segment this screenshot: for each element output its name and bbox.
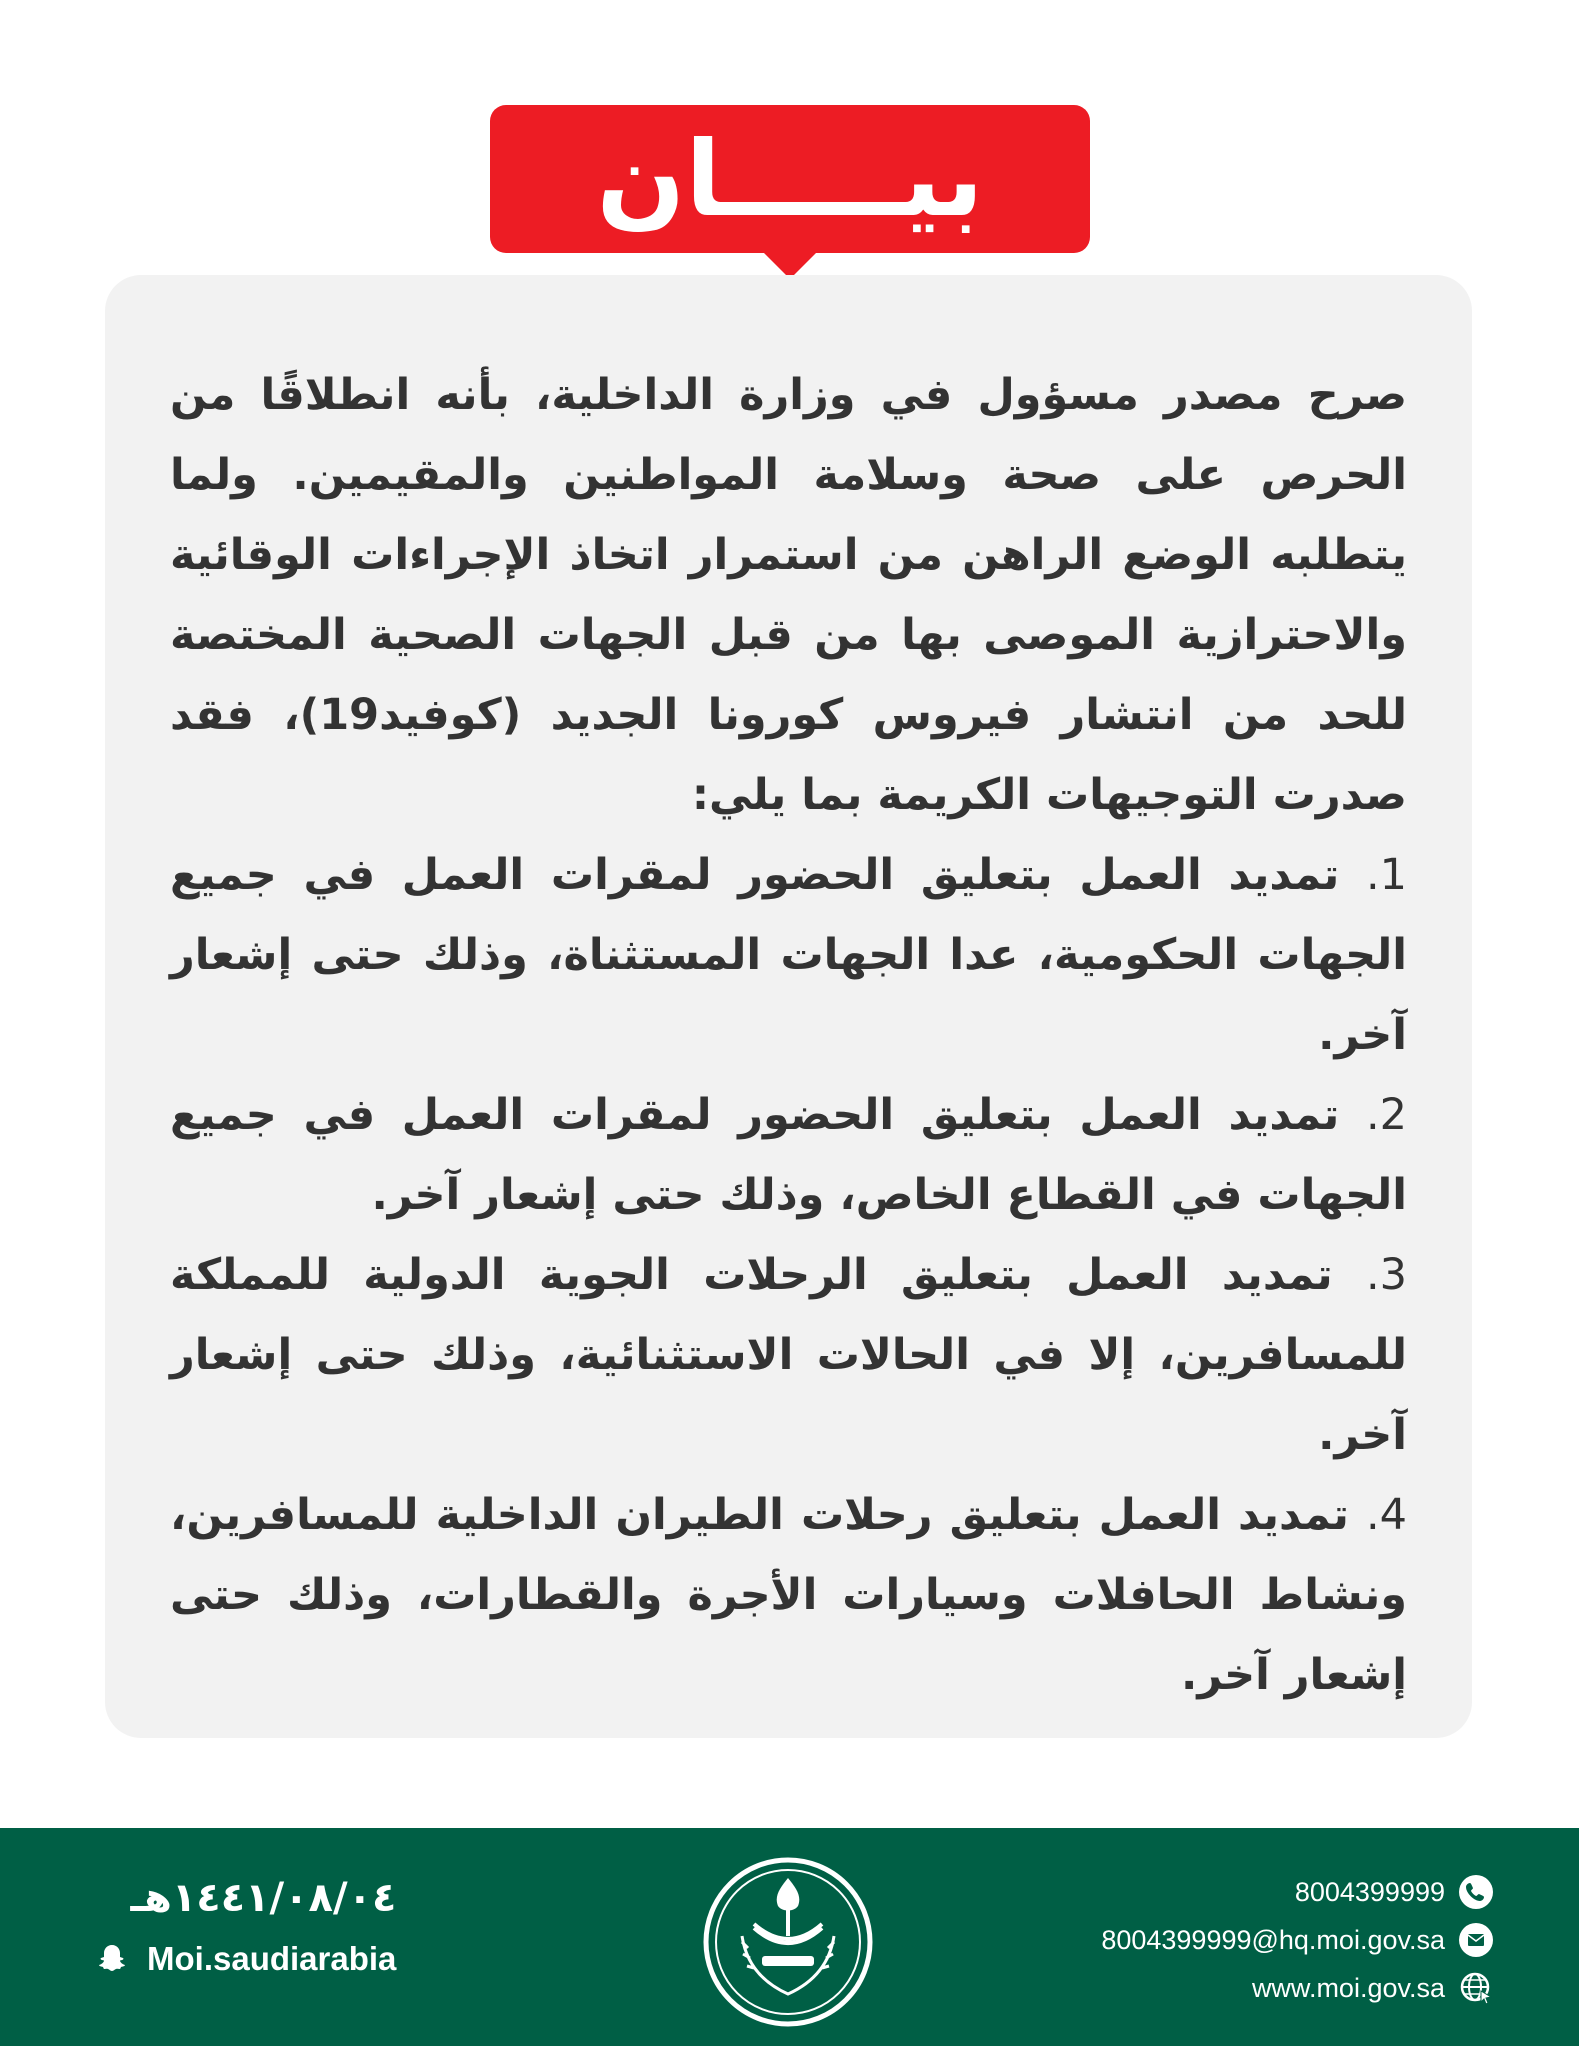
statement-item-2 [170,1075,1407,1235]
website-row[interactable] [973,1964,1493,2012]
phone-row[interactable] [973,1868,1493,1916]
footer-left [95,1868,396,1978]
item-number: 1. [1365,850,1407,900]
social-handle[interactable]: Moi.saudiarabia [147,1940,397,1977]
social-row[interactable] [95,1940,396,1978]
snapchat-icon [95,1942,129,1976]
phone-number[interactable]: 8004399999 [1294,1876,1445,1907]
statement-intro: صرح مصدر مسؤول في وزارة الداخلية، بأنه انطلاقًا من الحرص على صحة وسلامة المواطنين والمقيمين. ولما يتطلبه الوضع الراهن من استمرار اتخاذ الإجراءات الوقائية والاحترازية الموصى بها من قبل الجهات الصحية المختصة للحد من انتشار فيروس كورونا الجديد (كوفيد19)، فقد صدرت التوجيهات الكريمة بما يلي: [170,370,1408,820]
item-text: تمديد العمل بتعليق الرحلات الجوية الدولية للمملكة للمسافرين، إلا في الحالات الاستثنائية، وذلك حتى إشعار آخر. [170,1250,1407,1460]
contact-block [973,1868,1493,2012]
item-text: تمديد العمل بتعليق رحلات الطيران الداخلية للمسافرين، ونشاط الحافلات وسيارات الأجرة والقطارات، وذلك حتى إشعار آخر. [170,1490,1407,1700]
statement-title-banner [490,105,1090,253]
item-number: 3. [1365,1250,1407,1300]
statement-item-4 [170,1475,1407,1715]
item-number: 2. [1365,1090,1407,1140]
statement-item-1 [170,835,1407,1075]
item-text: تمديد العمل بتعليق الحضور لمقرات العمل في جميع الجهات في القطاع الخاص، وذلك حتى إشعار آخر. [170,1090,1407,1220]
globe-icon [1459,1971,1493,2005]
website-url[interactable]: www.moi.gov.sa [1251,1972,1445,2003]
email-row[interactable] [973,1916,1493,1964]
ministry-emblem-icon [702,1856,874,2028]
statement-item-3 [170,1235,1407,1475]
phone-icon [1459,1875,1493,1909]
email-icon [1459,1923,1493,1957]
item-text: تمديد العمل بتعليق الحضور لمقرات العمل في جميع الجهات الحكومية، عدا الجهات المستثناة، وذلك حتى إشعار آخر. [170,850,1407,1060]
footer [0,1828,1579,2046]
email-address[interactable]: 8004399999@hq.moi.gov.sa [1101,1924,1445,1955]
statement-title: بيـــــان [596,118,984,240]
hijri-date: ١٤٤١/٠٨/٠٤هـ [130,1875,397,1921]
statement-body [105,275,1472,1738]
item-number: 4. [1365,1490,1407,1540]
